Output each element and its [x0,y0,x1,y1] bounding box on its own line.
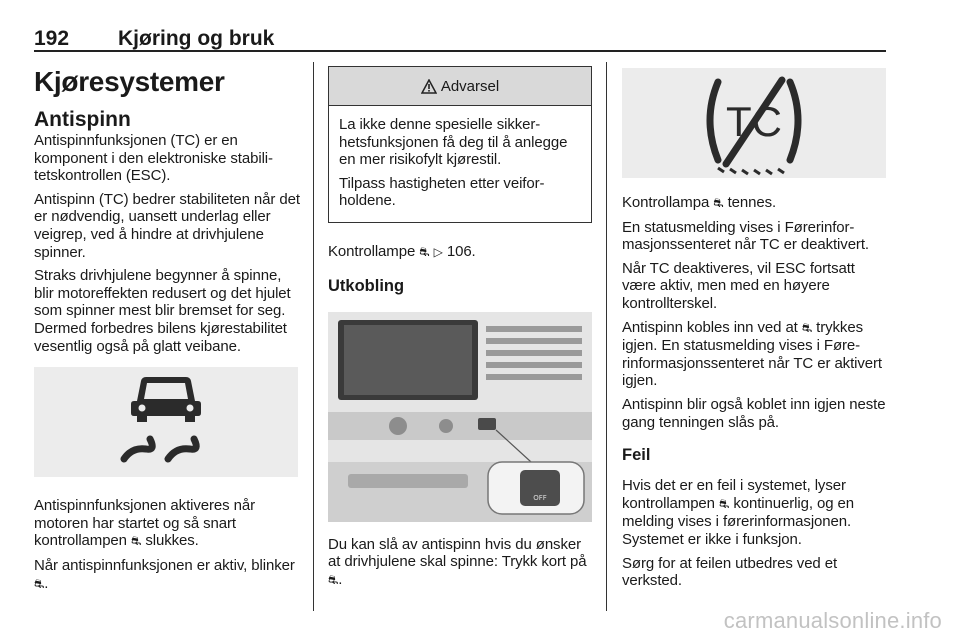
page-reference-icon: ▷ [433,244,443,259]
header-rule [34,50,886,52]
tc-off-lamp-icon: ⛐ [713,196,724,210]
warning-header [329,67,591,106]
paragraph: Når TC deaktiveres, vil ESC fortsatt være aktiv, men med en høyere kontrollterskel. [622,259,855,312]
paragraph: Du kan slå av antispinn hvis du ønsker at drivhjulene skal spinne: Trykk kort på ⛐. [328,535,587,588]
tc-off-button-icon: ⛐ [328,572,339,587]
paragraph: Kontrollampa ⛐ tennes. [622,194,777,211]
paragraph: Antispinn kobles inn ved at ⛐ trykkes igjen. En statusmelding vises i Førerinformasjonssenteret når TC er aktivert igjen. [622,318,882,390]
warning-box [328,66,592,223]
paragraph: Antispinnfunksjonen (TC) er en komponent i den elektroniske stabilitetskontrollen (ESC). [34,132,274,185]
paragraph: Straks drivhjulene begynner å spinne, blir motoreffekten redusert og det hjulet som spinner mest blir bremset for seg. Dermed forbedres bilens kjørestabilitet vesentlig også på glatt veibane. [34,267,291,355]
watermark: carmanualsonline.info [723,608,942,633]
page-header [34,27,886,51]
column-divider [313,62,314,611]
tc-warning-lamp-figure [622,68,886,178]
paragraph: Når antispinnfunksjonen er aktiv, blinker ⛐. [34,556,295,592]
traction-control-icon: ⛐ [34,576,45,591]
section-title-utkobling: Utkobling [328,276,405,295]
skidding-car-icon [34,367,298,477]
paragraph: Sørg for at feilen utbedres ved et verksted. [622,554,838,590]
section-title-antispinn: Antispinn [34,108,131,131]
paragraph: Hvis det er en feil i systemet, lyser kontrollampen ⛐ kontinuerlig, og en melding vises i førerinformasjonen. Systemet er ikke i funksjon. [622,477,855,548]
column-middle [328,62,592,595]
warning-text: La ikke denne spesielle sikkerhetsfunksjonen få deg til å anlegge en mer risikofylt kjørestil. [339,116,568,169]
tc-off-warning-icon [622,68,886,178]
running-title: Kjøring og bruk [118,27,275,50]
dashboard-photo [328,312,592,522]
paragraph: Antispinnfunksjonen aktiveres når motoren har startet og så snart kontrollampen ⛐ slukkes. [34,497,255,550]
paragraph: Kontrollampe ⛐ ▷ 106. [328,242,476,260]
page-title: Kjøresystemer [34,66,225,97]
traction-control-icon: ⛐ [719,496,730,511]
traction-control-icon: ⛐ [131,534,142,549]
traction-control-icon: ⛐ [419,244,430,259]
paragraph: Antispinn (TC) bedrer stabiliteten når det er nødvendig, uansett underlag eller veigrep, ved å hindre at drivhjulene spinner. [34,190,300,261]
tc-symbol-text: TC [726,98,782,145]
traction-control-figure [34,367,298,477]
paragraph: En statusmelding vises i Førerinformasjonssenteret når TC er deaktivert. [622,218,869,254]
off-label: OFF [533,493,547,502]
warning-icon [421,79,437,94]
paragraph: Antispinn blir også koblet inn igjen neste gang tenningen slås på. [622,395,886,431]
warning-title: Advarsel [440,77,500,95]
section-title-feil: Feil [622,446,651,465]
dashboard-illustration [328,312,592,522]
tc-off-button-icon: ⛐ [801,320,813,335]
column-left [34,62,300,599]
warning-text: Tilpass hastigheten etter veiforholdene. [339,174,545,210]
column-right [622,62,888,596]
column-divider [606,62,607,611]
page-number: 192 [34,27,70,50]
